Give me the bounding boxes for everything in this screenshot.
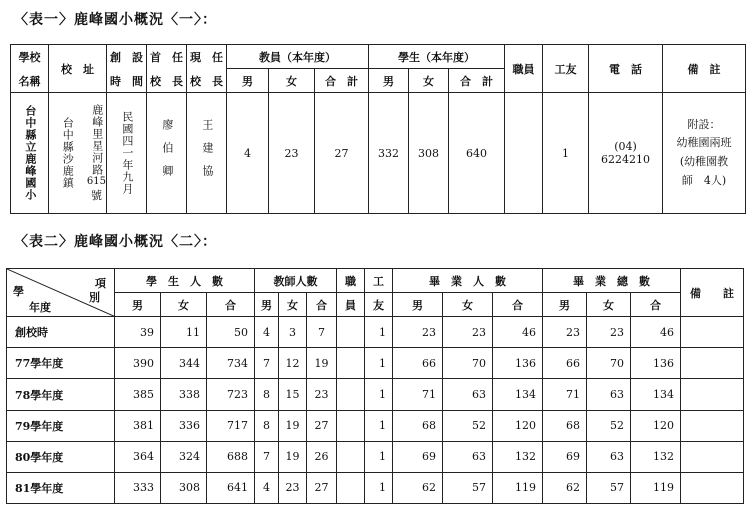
t2-header-students-total: 合 (207, 293, 255, 317)
t1-header-first-principal: 首 任 校 長 (147, 45, 187, 93)
grad-total-total: 134 (631, 379, 681, 410)
teachers-female: 23 (279, 472, 307, 503)
t1-staff (505, 93, 543, 214)
graduates-total: 120 (493, 410, 543, 441)
students-female: 324 (161, 441, 207, 472)
t1-teachers-male: 4 (227, 93, 269, 214)
graduates-total: 119 (493, 472, 543, 503)
t1-header-current-principal: 現 任 校 長 (187, 45, 227, 93)
teachers-male: 7 (255, 348, 279, 379)
t2-header-workers-bottom: 友 (365, 293, 393, 317)
t2-header-teachers-female: 女 (279, 293, 307, 317)
notes (681, 348, 744, 379)
graduates-female: 23 (443, 317, 493, 348)
graduates-male: 69 (393, 441, 443, 472)
row-label: 77學年度 (7, 348, 115, 379)
row-label: 79學年度 (7, 410, 115, 441)
t2-body (7, 317, 744, 504)
grad-total-female: 57 (587, 472, 631, 503)
t1-header-workers: 工友 (543, 45, 589, 93)
t1-students-total: 640 (449, 93, 505, 214)
row-label: 78學年度 (7, 379, 115, 410)
t1-address: 台中縣沙鹿鎮 鹿峰里星河路 615 號 (49, 93, 107, 214)
teachers-female: 3 (279, 317, 307, 348)
table-row (7, 441, 744, 472)
graduates-female: 52 (443, 410, 493, 441)
students-male: 390 (115, 348, 161, 379)
t1-school-name: 台中縣立鹿峰國小 (11, 93, 49, 214)
t2-header-graduates: 畢 業 人 數 (393, 269, 543, 293)
t1-header-students-male: 男 (369, 69, 409, 93)
teachers-total: 26 (307, 441, 337, 472)
t1-notes: 附設： 幼稚園兩班 (幼稚園教 師 4人) (663, 93, 746, 214)
students-total: 641 (207, 472, 255, 503)
t2-header-students-male: 男 (115, 293, 161, 317)
staff (337, 472, 365, 503)
t1-students-female: 308 (409, 93, 449, 214)
teachers-total: 7 (307, 317, 337, 348)
t1-students-male: 332 (369, 93, 409, 214)
students-male: 385 (115, 379, 161, 410)
students-female: 11 (161, 317, 207, 348)
t1-teachers-total: 27 (315, 93, 369, 214)
t1-workers: 1 (543, 93, 589, 214)
t2-header-grad-total: 畢 業 總 數 (543, 269, 681, 293)
workers: 1 (365, 410, 393, 441)
t2-header-graduates-male: 男 (393, 293, 443, 317)
grad-total-female: 23 (587, 317, 631, 348)
teachers-female: 19 (279, 410, 307, 441)
t2-header-notes: 備 註 (681, 269, 744, 317)
graduates-female: 63 (443, 379, 493, 410)
t1-header-notes: 備 註 (663, 45, 746, 93)
workers: 1 (365, 317, 393, 348)
table2 (6, 268, 744, 504)
grad-total-male: 66 (543, 348, 587, 379)
workers: 1 (365, 441, 393, 472)
teachers-total: 27 (307, 472, 337, 503)
students-total: 734 (207, 348, 255, 379)
notes (681, 317, 744, 348)
grad-total-female: 63 (587, 441, 631, 472)
t1-header-staff: 職員 (505, 45, 543, 93)
grad-total-male: 69 (543, 441, 587, 472)
grad-total-total: 120 (631, 410, 681, 441)
t1-header-teachers-male: 男 (227, 69, 269, 93)
grad-total-female: 52 (587, 410, 631, 441)
notes (681, 472, 744, 503)
t2-header-grad-total-total: 合 (631, 293, 681, 317)
grad-total-total: 46 (631, 317, 681, 348)
staff (337, 317, 365, 348)
t2-header-teachers-male: 男 (255, 293, 279, 317)
students-total: 688 (207, 441, 255, 472)
t1-header-teachers: 教員（本年度） (227, 45, 369, 69)
notes (681, 441, 744, 472)
grad-total-male: 23 (543, 317, 587, 348)
t1-teachers-female: 23 (269, 93, 315, 214)
graduates-total: 132 (493, 441, 543, 472)
table2-title: 〈表二〉鹿峰國小概況〈二〉： (14, 234, 217, 250)
grad-total-total: 132 (631, 441, 681, 472)
t2-header-graduates-total: 合 (493, 293, 543, 317)
row-label: 創校時 (7, 317, 115, 348)
row-label: 81學年度 (7, 472, 115, 503)
grad-total-total: 136 (631, 348, 681, 379)
teachers-female: 12 (279, 348, 307, 379)
t2-header-students-female: 女 (161, 293, 207, 317)
graduates-female: 57 (443, 472, 493, 503)
teachers-male: 8 (255, 379, 279, 410)
t1-phone: (04) 6224210 (589, 93, 663, 214)
table-row (7, 410, 744, 441)
teachers-female: 19 (279, 441, 307, 472)
students-male: 39 (115, 317, 161, 348)
grad-total-male: 62 (543, 472, 587, 503)
t2-header-staff-top: 職 (337, 269, 365, 293)
students-female: 336 (161, 410, 207, 441)
students-male: 381 (115, 410, 161, 441)
table-row (7, 472, 744, 503)
table1 (10, 44, 746, 214)
t1-header-students-total: 合 計 (449, 69, 505, 93)
t2-header-workers-top: 工 (365, 269, 393, 293)
graduates-male: 71 (393, 379, 443, 410)
t2-header-teachers: 教師人數 (255, 269, 337, 293)
grad-total-male: 71 (543, 379, 587, 410)
students-male: 364 (115, 441, 161, 472)
staff (337, 348, 365, 379)
graduates-total: 136 (493, 348, 543, 379)
teachers-total: 19 (307, 348, 337, 379)
students-female: 338 (161, 379, 207, 410)
t1-header-teachers-total: 合 計 (315, 69, 369, 93)
graduates-male: 68 (393, 410, 443, 441)
t1-header-address: 校 址 (49, 45, 107, 93)
graduates-female: 70 (443, 348, 493, 379)
table-row (7, 317, 744, 348)
graduates-male: 23 (393, 317, 443, 348)
students-total: 717 (207, 410, 255, 441)
t2-header-teachers-total: 合 (307, 293, 337, 317)
teachers-total: 27 (307, 410, 337, 441)
notes (681, 379, 744, 410)
workers: 1 (365, 472, 393, 503)
row-label: 80學年度 (7, 441, 115, 472)
workers: 1 (365, 379, 393, 410)
grad-total-total: 119 (631, 472, 681, 503)
t2-header-graduates-female: 女 (443, 293, 493, 317)
t1-first-principal: 廖伯卿 (147, 93, 187, 214)
staff (337, 379, 365, 410)
t1-header-phone: 電 話 (589, 45, 663, 93)
graduates-total: 134 (493, 379, 543, 410)
workers: 1 (365, 348, 393, 379)
t1-header-students-female: 女 (409, 69, 449, 93)
graduates-total: 46 (493, 317, 543, 348)
teachers-male: 4 (255, 472, 279, 503)
t1-header-school-name: 學校 名稱 (11, 45, 49, 93)
graduates-female: 63 (443, 441, 493, 472)
staff (337, 441, 365, 472)
graduates-male: 66 (393, 348, 443, 379)
t1-header-students: 學生（本年度） (369, 45, 505, 69)
students-male: 333 (115, 472, 161, 503)
t1-header-teachers-female: 女 (269, 69, 315, 93)
students-female: 344 (161, 348, 207, 379)
teachers-total: 23 (307, 379, 337, 410)
students-female: 308 (161, 472, 207, 503)
t2-header-grad-total-male: 男 (543, 293, 587, 317)
grad-total-male: 68 (543, 410, 587, 441)
teachers-male: 4 (255, 317, 279, 348)
teachers-male: 7 (255, 441, 279, 472)
students-total: 50 (207, 317, 255, 348)
graduates-male: 62 (393, 472, 443, 503)
t1-header-founded: 創 設 時 間 (107, 45, 147, 93)
t1-founded: 民國四一年九月 (107, 93, 147, 214)
staff (337, 410, 365, 441)
students-total: 723 (207, 379, 255, 410)
t2-header-staff-bottom: 員 (337, 293, 365, 317)
notes (681, 410, 744, 441)
table1-title: 〈表一〉鹿峰國小概況〈一〉： (14, 12, 217, 28)
teachers-male: 8 (255, 410, 279, 441)
t2-header-grad-total-female: 女 (587, 293, 631, 317)
grad-total-female: 70 (587, 348, 631, 379)
t2-corner-header: 項 別 學 年度 (7, 269, 115, 317)
table-row (7, 348, 744, 379)
table-row (7, 379, 744, 410)
t1-current-principal: 王建協 (187, 93, 227, 214)
grad-total-female: 63 (587, 379, 631, 410)
t2-header-students: 學 生 人 數 (115, 269, 255, 293)
teachers-female: 15 (279, 379, 307, 410)
